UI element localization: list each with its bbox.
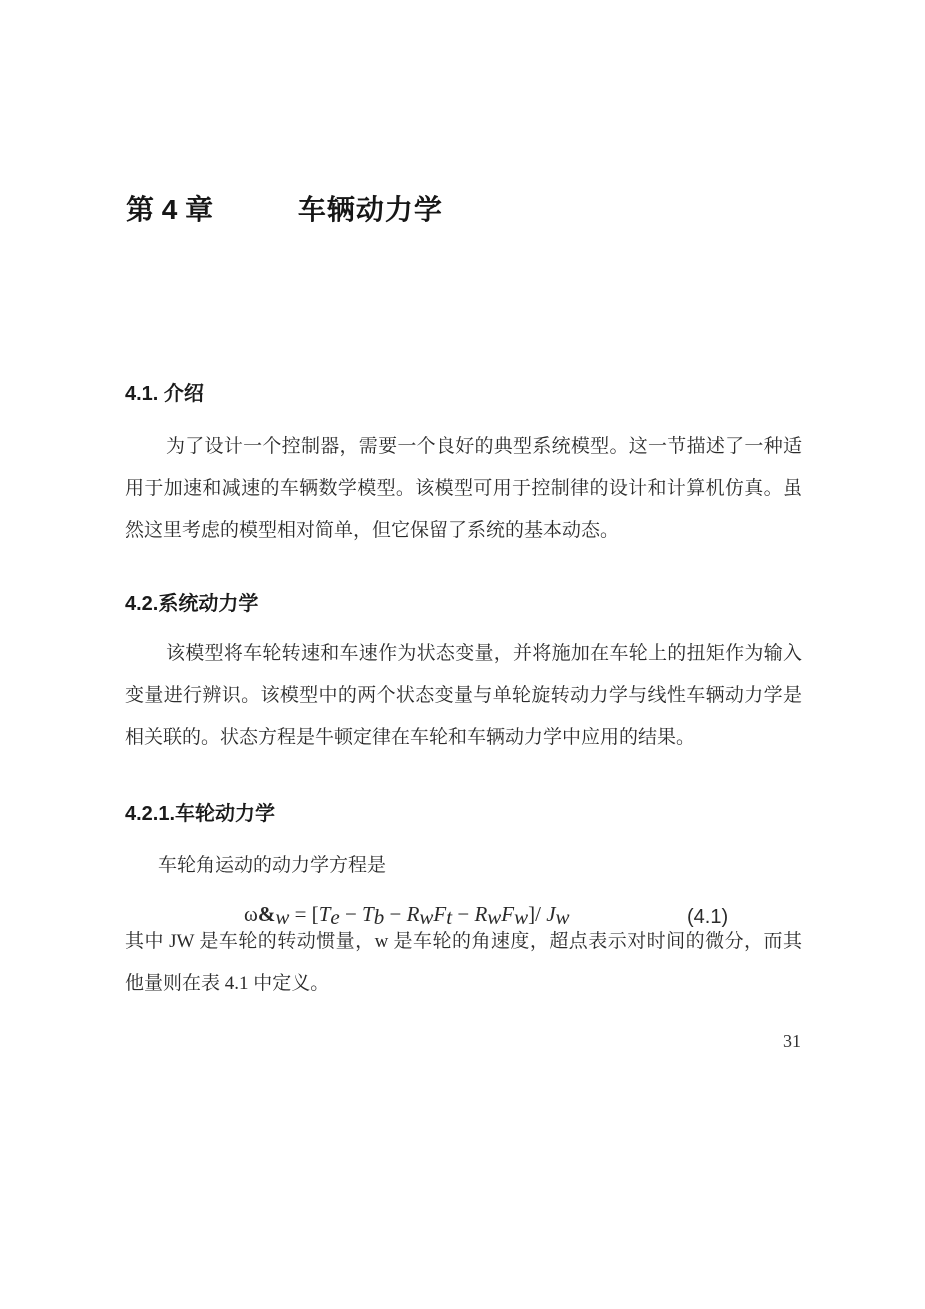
chapter-number: 第 4 章 <box>126 193 214 225</box>
page-number: 31 <box>783 1031 801 1051</box>
section-heading-4-2: 4.2.系统动力学 <box>125 592 259 615</box>
section-heading-4-1: 4.1. 介绍 <box>125 382 204 405</box>
chapter-title <box>126 191 443 229</box>
section-heading-4-2-1: 4.2.1.车轮动力学 <box>125 802 276 825</box>
equation-number-label: (4.1) <box>687 906 729 928</box>
equation-lead-text: 车轮角运动的动力学方程是 <box>158 855 387 876</box>
paragraph-system-dynamics: 该模型将车轮转速和车速作为状态变量，并将施加在车轮上的扭矩作为输入变量进行辨识。该模型中的两个状态变量与单轮旋转动力学与线性车辆动力学是相关联的。状态方程是牛顿定律在车轮和车辆动力学中应用的结果。 <box>125 643 802 748</box>
paragraph-introduction: 为了设计一个控制器，需要一个良好的典型系统模型。这一节描述了一种适用于加速和减速的车辆数学模型。该模型可用于控制律的设计和计算机仿真。虽然这里考虑的模型相对简单，但它保留了系统的基本动态。 <box>125 436 802 541</box>
chapter-name: 车辆动力学 <box>297 193 443 225</box>
paragraph-after-equation: 其中 JW 是车轮的转动惯量，w 是车轮的角速度，超点表示对时间的微分，而其他量则在表 4.1 中定义。 <box>125 931 802 994</box>
equation-4-1: ω&w = [Te − Tb − RwFt − RwFw]/ Jw <box>244 902 570 929</box>
